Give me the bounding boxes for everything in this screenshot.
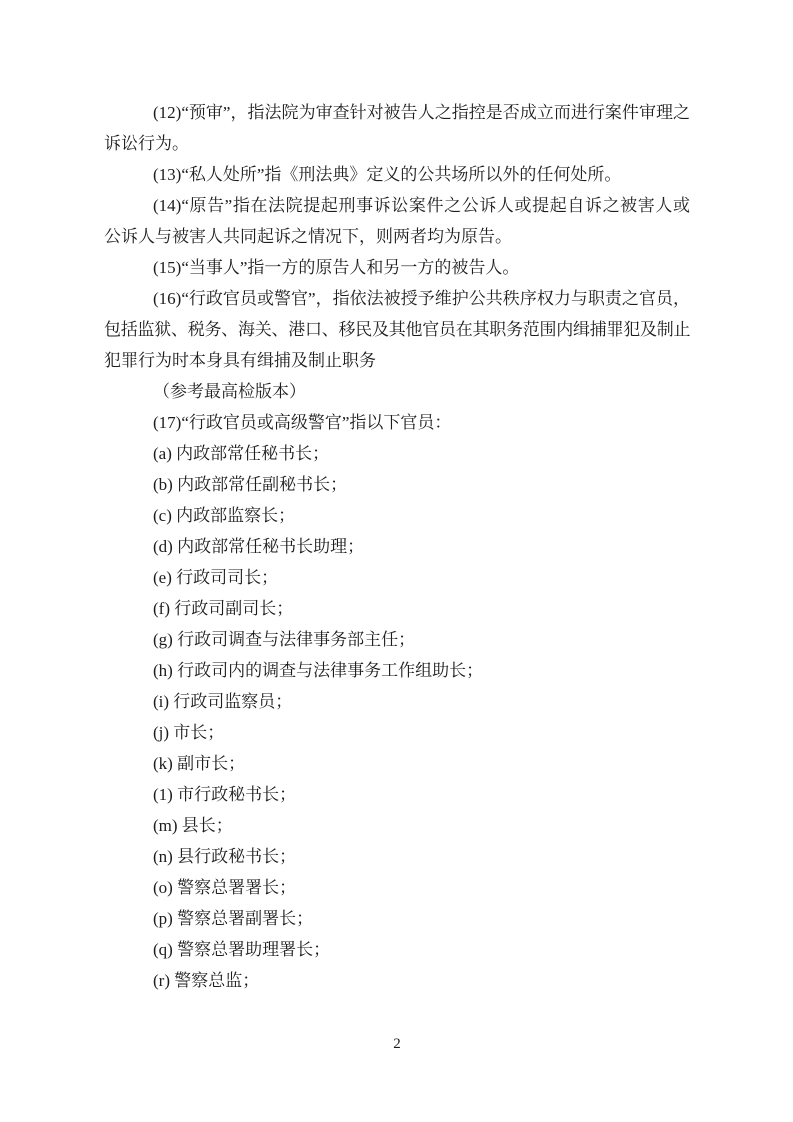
list-item-c <box>104 500 690 531</box>
text-line: (e) 行政司司长； <box>153 568 279 587</box>
list-item-p <box>104 903 690 934</box>
text-line: (q) 警察总署助理署长； <box>153 940 331 959</box>
text-line: (c) 内政部监察长； <box>153 506 296 525</box>
text-line: (g) 行政司调查与法律事务部主任； <box>153 630 416 649</box>
text-line: (12)“预审”，指法院为审查针对被告人之指控是否成立而进行案件审理之 <box>153 103 690 122</box>
text-line: (m) 县长； <box>153 816 233 835</box>
clause-12 <box>104 97 690 159</box>
text-line: 犯罪行为时本身具有缉捕及制止职务 <box>104 351 376 370</box>
note-reference <box>104 376 690 407</box>
text-line: (15)“当事人”指一方的原告人和另一方的被告人。 <box>153 258 520 277</box>
list-item-n <box>104 841 690 872</box>
text-line: (16)“行政官员或警官”，指依法被授予维护公共秩序权力与职责之官员， <box>153 289 690 308</box>
text-line: (h) 行政司内的调查与法律事务工作组助长； <box>153 661 484 680</box>
text-line: 包括监狱、税务、海关、港口、移民及其他官员在其职务范围内缉捕罪犯及制止 <box>104 320 690 339</box>
list-item-e <box>104 562 690 593</box>
text-line: (b) 内政部常任副秘书长； <box>153 475 348 494</box>
list-item-o <box>104 872 690 903</box>
list-item-k <box>104 748 690 779</box>
clause-17 <box>104 407 690 438</box>
text-line: (j) 市长； <box>153 723 225 742</box>
list-item-f <box>104 593 690 624</box>
list-item-b <box>104 469 690 500</box>
text-line: 公诉人与被害人共同起诉之情况下，则两者均为原告。 <box>104 227 512 246</box>
clause-15 <box>104 252 690 283</box>
text-line: (o) 警察总署署长； <box>153 878 297 897</box>
clause-16 <box>104 283 690 376</box>
clause-14 <box>104 190 690 252</box>
list-item-d <box>104 531 690 562</box>
text-line: (a) 内政部常任秘书长； <box>153 444 330 463</box>
list-item-l <box>104 779 690 810</box>
text-line: (f) 行政司副司长； <box>153 599 294 618</box>
list-item-m <box>104 810 690 841</box>
text-line: (14)“原告”指在法院提起刑事诉讼案件之公诉人或提起自诉之被害人或 <box>153 196 690 215</box>
text-line: (p) 警察总署副署长； <box>153 909 314 928</box>
text-line: (i) 行政司监察员； <box>153 692 293 711</box>
list-item-g <box>104 624 690 655</box>
list-item-q <box>104 934 690 965</box>
text-line: (13)“私人处所”指《刑法典》定义的公共场所以外的任何处所。 <box>153 165 622 184</box>
text-line: (17)“行政官员或高级警官”指以下官员： <box>153 413 452 432</box>
text-line: (d) 内政部常任秘书长助理； <box>153 537 365 556</box>
text-line: （参考最高检版本） <box>153 382 306 401</box>
text-line: 诉讼行为。 <box>104 134 189 153</box>
text-line: (r) 警察总监； <box>153 971 260 990</box>
list-item-i <box>104 686 690 717</box>
list-item-j <box>104 717 690 748</box>
list-item-h <box>104 655 690 686</box>
clause-13 <box>104 159 690 190</box>
page-number: 2 <box>393 1036 401 1052</box>
text-line: (n) 县行政秘书长； <box>153 847 297 866</box>
list-item-r <box>104 965 690 996</box>
text-line: (k) 副市长； <box>153 754 246 773</box>
list-item-a <box>104 438 690 469</box>
text-line: (1) 市行政秘书长； <box>153 785 297 804</box>
